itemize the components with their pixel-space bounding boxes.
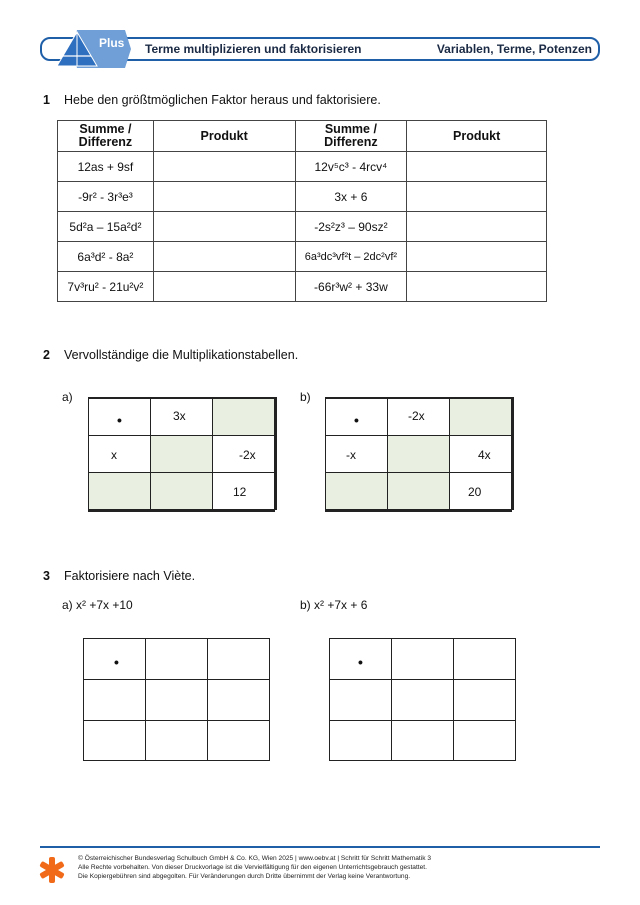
answer-cell[interactable] bbox=[213, 399, 275, 436]
operator-cell bbox=[326, 399, 388, 436]
answer-cell[interactable] bbox=[89, 473, 151, 510]
value-cell: 4x bbox=[450, 436, 512, 473]
footer-line-2: Alle Rechte vorbehalten. Von dieser Druckvorlage ist die Vervielfältigung für den eigenen Unterrichtsgebrauch gestattet. bbox=[78, 864, 427, 871]
header-sum-difference-2: Summe / Differenz bbox=[295, 121, 407, 152]
product-answer-cell[interactable] bbox=[153, 182, 295, 212]
task3-number: 3 bbox=[43, 569, 50, 583]
factoring-table bbox=[57, 120, 547, 302]
task2a-label: a) bbox=[62, 390, 73, 404]
product-answer-cell[interactable] bbox=[153, 152, 295, 182]
answer-cell[interactable] bbox=[208, 721, 270, 761]
multiply-dot: • bbox=[358, 654, 363, 670]
plus-logo bbox=[55, 30, 131, 68]
answer-cell[interactable] bbox=[454, 639, 516, 680]
answer-cell[interactable] bbox=[208, 680, 270, 721]
task2-instruction: Vervollständige die Multiplikationstabellen. bbox=[64, 348, 299, 362]
product-answer-cell[interactable] bbox=[153, 212, 295, 242]
sum-cell: 12as + 9sf bbox=[58, 152, 154, 182]
product-answer-cell[interactable] bbox=[407, 242, 547, 272]
answer-cell[interactable] bbox=[388, 473, 450, 510]
multiply-dot: • bbox=[354, 412, 359, 428]
sum-cell: 6a³d² - 8a² bbox=[58, 242, 154, 272]
header-sum-difference-1: Summe / Differenz bbox=[58, 121, 154, 152]
sum-cell: 12v⁵c³ - 4rcv⁴ bbox=[295, 152, 407, 182]
sum-cell: 6a³dc³vf²t – 2dc²vf² bbox=[295, 242, 407, 272]
task3-instruction: Faktorisiere nach Viète. bbox=[64, 569, 196, 583]
logo-text: Plus bbox=[99, 36, 125, 50]
answer-cell[interactable] bbox=[84, 721, 146, 761]
sum-cell: -9r² - 3r³e³ bbox=[58, 182, 154, 212]
multiplication-table-a bbox=[88, 397, 275, 510]
header-product-1: Produkt bbox=[153, 121, 295, 152]
multiply-dot: • bbox=[117, 412, 122, 428]
answer-cell[interactable] bbox=[146, 639, 208, 680]
footer-line-3: Die Kopiergebühren sind abgegolten. Für Veränderungen durch Dritte übernimmt der Verlag keine Verantwortung. bbox=[78, 873, 411, 880]
value-cell: 20 bbox=[450, 473, 512, 510]
header-cell: -x bbox=[326, 436, 388, 473]
answer-cell[interactable] bbox=[146, 721, 208, 761]
product-answer-cell[interactable] bbox=[407, 152, 547, 182]
sum-cell: 3x + 6 bbox=[295, 182, 407, 212]
task1-number: 1 bbox=[43, 93, 50, 107]
answer-cell[interactable] bbox=[388, 436, 450, 473]
task2-number: 2 bbox=[43, 348, 50, 362]
answer-cell[interactable] bbox=[454, 721, 516, 761]
product-answer-cell[interactable] bbox=[407, 212, 547, 242]
table-row bbox=[58, 212, 547, 242]
table-row bbox=[58, 242, 547, 272]
table-header-row bbox=[58, 121, 547, 152]
publisher-logo-icon bbox=[38, 856, 66, 884]
answer-cell[interactable] bbox=[392, 721, 454, 761]
product-answer-cell[interactable] bbox=[407, 272, 547, 302]
table-row bbox=[58, 272, 547, 302]
answer-cell[interactable] bbox=[146, 680, 208, 721]
operator-cell bbox=[330, 639, 392, 680]
sum-cell: -2s²z³ – 90sz² bbox=[295, 212, 407, 242]
header-product-2: Produkt bbox=[407, 121, 547, 152]
header-cell: 3x bbox=[151, 399, 213, 436]
sum-cell: 5d²a – 15a²d² bbox=[58, 212, 154, 242]
answer-cell[interactable] bbox=[392, 680, 454, 721]
sum-cell: 7v³ru² - 21u²v² bbox=[58, 272, 154, 302]
answer-cell[interactable] bbox=[84, 680, 146, 721]
value-cell: 12 bbox=[213, 473, 275, 510]
answer-cell[interactable] bbox=[330, 680, 392, 721]
product-answer-cell[interactable] bbox=[153, 272, 295, 302]
task2b-label: b) bbox=[300, 390, 311, 404]
operator-cell bbox=[89, 399, 151, 436]
task3b-label: b) x² +7x + 6 bbox=[300, 598, 368, 612]
task3a-label: a) x² +7x +10 bbox=[62, 598, 133, 612]
multiply-dot: • bbox=[114, 654, 119, 670]
operator-cell bbox=[84, 639, 146, 680]
footer-copyright bbox=[78, 854, 431, 881]
sum-cell: -66r³w² + 33w bbox=[295, 272, 407, 302]
answer-cell[interactable] bbox=[326, 473, 388, 510]
answer-cell[interactable] bbox=[208, 639, 270, 680]
task1-instruction: Hebe den größtmöglichen Faktor heraus und faktorisiere. bbox=[64, 93, 381, 107]
answer-cell[interactable] bbox=[450, 399, 512, 436]
footer-line-1: © Österreichischer Bundesverlag Schulbuch GmbH & Co. KG, Wien 2025 | www.oebv.at | Schritt für Schritt Mathematik 3 bbox=[78, 855, 432, 862]
header-cell: x bbox=[89, 436, 151, 473]
answer-cell[interactable] bbox=[330, 721, 392, 761]
worksheet-title: Terme multiplizieren und faktorisieren bbox=[145, 42, 362, 56]
viete-grid-b bbox=[329, 638, 516, 761]
worksheet-topic: Variablen, Terme, Potenzen bbox=[436, 42, 592, 56]
answer-cell[interactable] bbox=[151, 436, 213, 473]
answer-cell[interactable] bbox=[392, 639, 454, 680]
viete-grid-a bbox=[83, 638, 270, 761]
product-answer-cell[interactable] bbox=[407, 182, 547, 212]
table-row bbox=[58, 182, 547, 212]
multiplication-table-b bbox=[325, 397, 512, 510]
footer-divider bbox=[40, 846, 600, 848]
answer-cell[interactable] bbox=[454, 680, 516, 721]
table-row bbox=[58, 152, 547, 182]
value-cell: -2x bbox=[213, 436, 275, 473]
product-answer-cell[interactable] bbox=[153, 242, 295, 272]
answer-cell[interactable] bbox=[151, 473, 213, 510]
header-cell: -2x bbox=[388, 399, 450, 436]
